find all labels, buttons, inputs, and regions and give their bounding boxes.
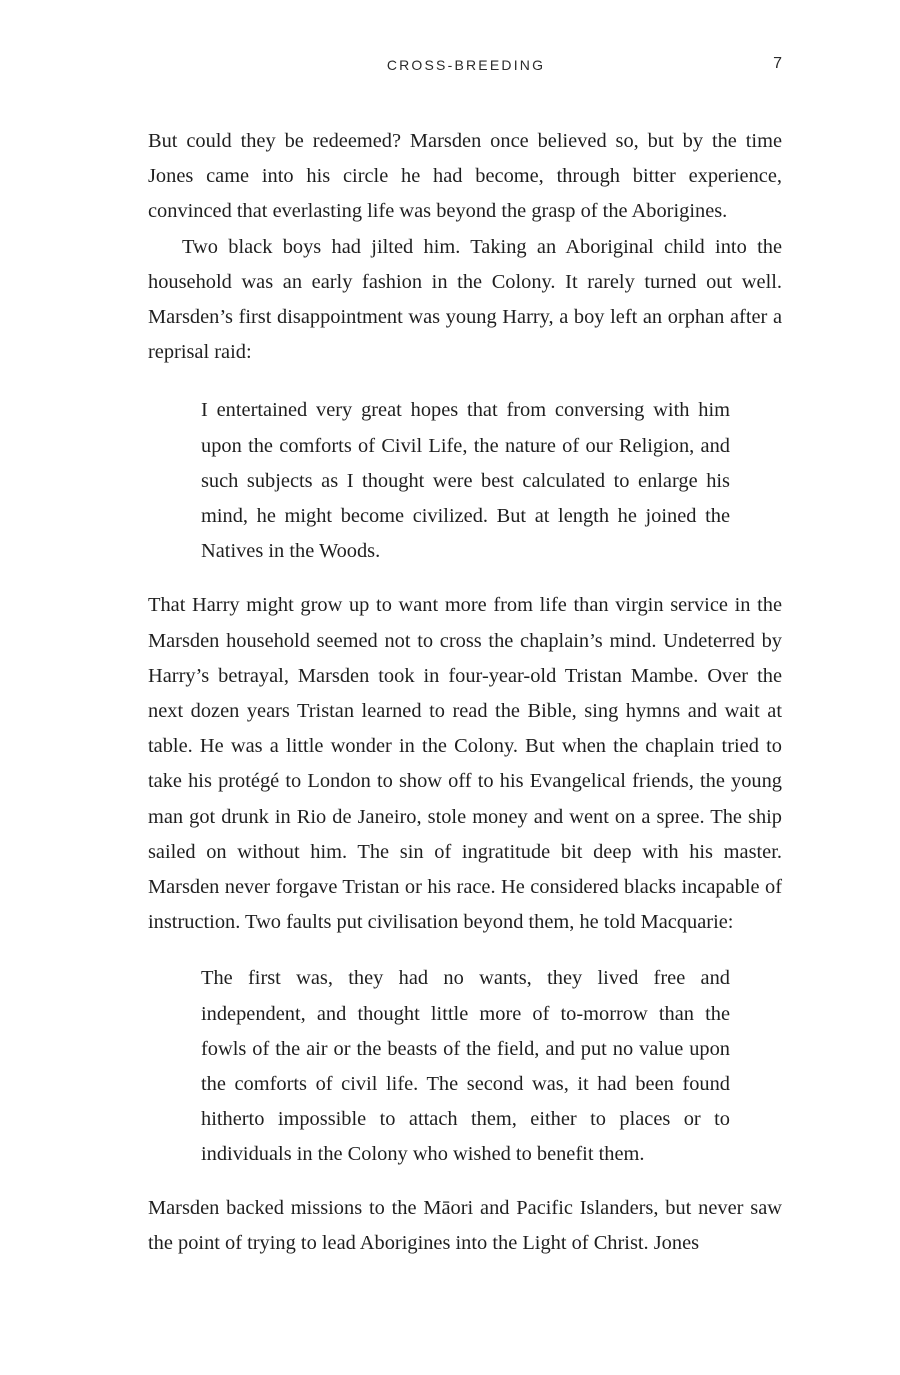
block-quote-2: The first was, they had no wants, they lived free and independent, and thought little more of to-morrow than the fowls of the air or the beasts of the field, and put no value upon the comforts of civil life. The second was, it had been found hitherto impossible to attach them, either to places or to individuals in the Colony who wished to benefit them. bbox=[201, 967, 730, 1166]
running-head bbox=[0, 57, 900, 79]
body-text bbox=[148, 124, 782, 1261]
paragraph-1: But could they be redeemed? Marsden once believed so, but by the time Jones came into his circle he had become, through bitter experience, convinced that everlasting life was beyond the grasp of the Aborigines. bbox=[148, 130, 782, 223]
page-number: 7 bbox=[773, 55, 782, 72]
paragraph-3: That Harry might grow up to want more from life than virgin service in the Marsden household seemed not to cross the chaplain’s mind. Undeterred by Harry’s betrayal, Marsden took in four-year-old Tristan Mambe. Over the next dozen years Tristan learned to read the Bible, sing hymns and wait at table. He was a little wonder in the Colony. But when the chaplain tried to take his protégé to London to show off to his Evangelical friends, the young man got drunk in Rio de Janeiro, stole money and went on a spree. The ship sailed on without him. The sin of ingratitude bit deep with his master. Marsden never forgave Tristan or his race. He considered blacks incapable of instruction. Two faults put civilisation beyond them, he told Macquarie: bbox=[148, 594, 782, 934]
block-quote-1: I entertained very great hopes that from conversing with him upon the comforts of Civil Life, the nature of our Religion, and such subjects as I thought were best calculated to enlarge his mind, he might become civilized. But at length he joined the Natives in the Woods. bbox=[201, 399, 730, 563]
running-title: CROSS-BREEDING bbox=[386, 57, 546, 73]
paragraph-4: Marsden backed missions to the Māori and Pacific Islanders, but never saw the point of trying to lead Aborigines into the Light of Christ. Jones bbox=[148, 1196, 782, 1254]
paragraph-2: Two black boys had jilted him. Taking an Aboriginal child into the household was an early fashion in the Colony. It rarely turned out well. Marsden’s first disappointment was young Harry, a boy left an orphan after a reprisal raid: bbox=[148, 235, 782, 364]
